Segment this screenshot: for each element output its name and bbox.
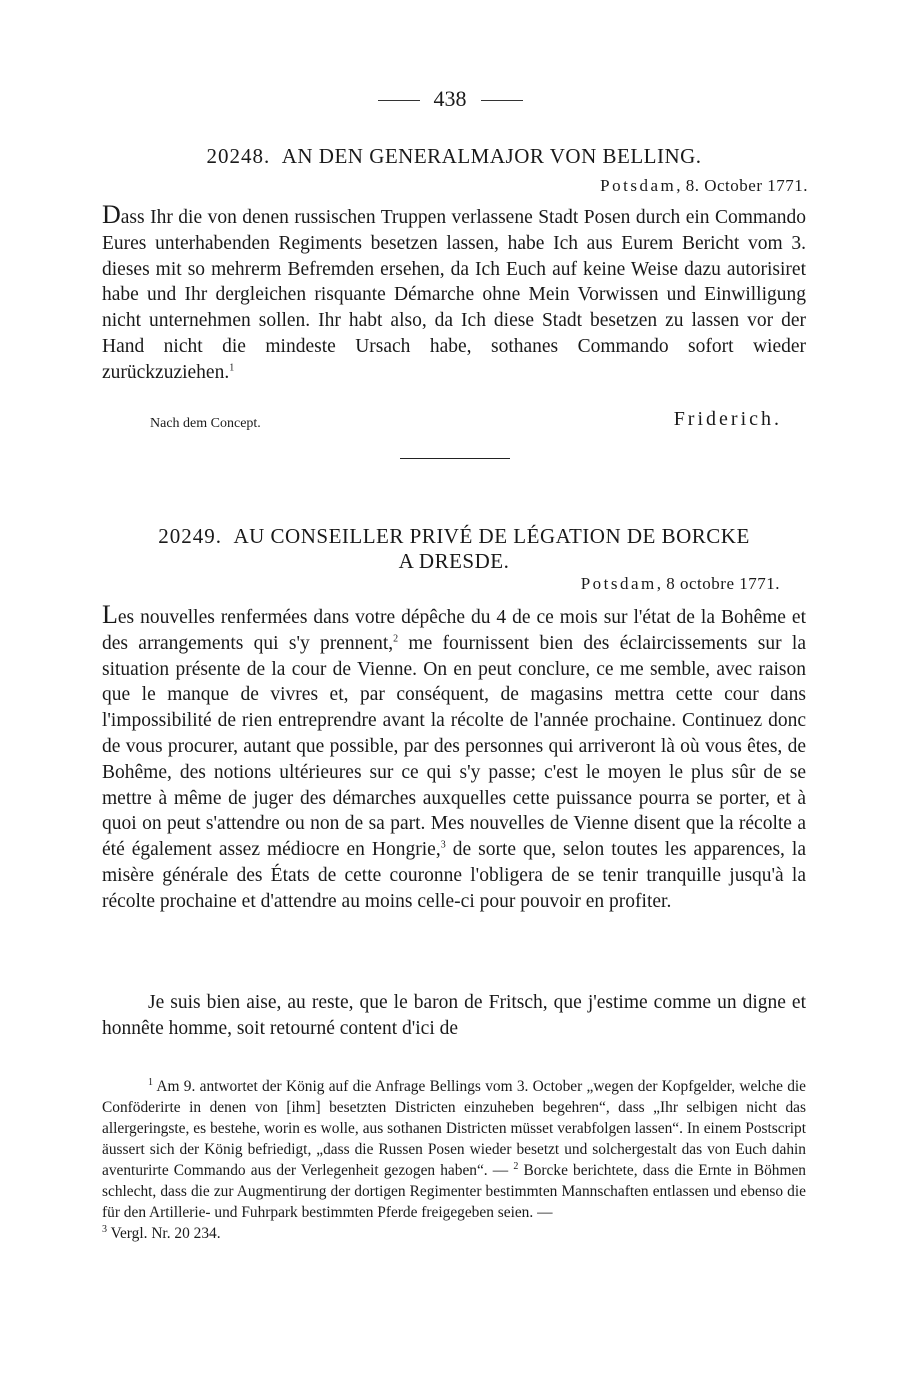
letter-2-title-line-1: AU CONSEILLER PRIVÉ DE LÉGATION DE BORCKE: [233, 524, 750, 548]
letter-1-initial: D: [102, 200, 121, 229]
page-number: 438: [433, 86, 467, 111]
letter-2-paragraph-1: [102, 602, 806, 915]
footnote-ref-1: 1: [229, 362, 235, 374]
footnote-2-text: Borcke berichtete, dass die Ernte in Böhmen schlecht, dass die zur Augmentirung der dortigen Regimenter bestimmten Mannschaften entlassen und ebenso die für den Artillerie- und Fuhrpark bestimmten Pferde freigegeben seien. —: [102, 1162, 807, 1221]
letter-2-title-line-2: A DRESDE.: [398, 549, 510, 573]
footnote-2-marker: 2: [513, 1160, 519, 1172]
letter-2-dateline: [581, 574, 780, 594]
section-divider: [400, 458, 510, 459]
page-number-header: [0, 86, 900, 112]
letter-1-text: ass Ihr die von denen russischen Truppen verlassene Stadt Posen durch ein Commando Eures unterhabenden Regiments besetzen lassen, habe Ich aus Eurem Bericht vom 3. dieses mit so mehrerm Befremden ersehen, da Ich Euch auf keine Weise dazu autorisiret habe und Ihr dergleichen risquante Démarche ohne Mein Vorwissen und Einwilligung nicht unternehmen sollen. Ihr habt also, da Ich diese Stadt besetzen zu lassen vor der Hand nicht die mindeste Ursach habe, sothanes Commando sofort wieder zurückzuziehen.: [102, 207, 806, 383]
letter-1-place: Potsdam: [600, 176, 677, 195]
letter-2-heading: [102, 524, 806, 574]
footnote-ref-2: 2: [393, 633, 399, 645]
letter-1-dateline: [600, 176, 808, 196]
signature: Friderich.: [673, 408, 782, 430]
header-dash-right: [481, 100, 523, 101]
footnote-block: [102, 1076, 806, 1223]
letter-2-p1-part-1: es nouvelles renfermées dans votre dépêche du 4 de ce mois sur l'état de la Bohême et des arrangements qui s'y prennent,: [102, 607, 806, 654]
footnote-3-text: Vergl. Nr. 20 234.: [107, 1225, 221, 1242]
footnote-3: [102, 1223, 806, 1244]
letter-2-p1-part-2: me fournissent bien des éclaircissements sur la situation présente de la cour de Vienne. On en peut conclure, ce me semble, avec raison que le manque de vivres et, par conséquent, de magasins mettra cette cour dans l'impossibilité de rien entreprendre avant la récolte de l'année prochaine. Continuez donc de vous procurer, autant que possible, par des personnes qui arriveront là où vous êtes, de Bohême, des notions ultérieures sur ce qui s'y passe; c'est le moyen le plus sûr de se mettre à même de juger des démarches auxquelles cette puissance pourra se porter, et à quoi on peut s'attendre ou non de sa part. Mes nouvelles de Vienne disent que la récolte a été également assez médiocre en Hongrie,: [102, 632, 806, 861]
letter-1-body: [102, 202, 806, 386]
footnote-ref-3: 3: [440, 839, 446, 851]
letter-2-paragraph-2: Je suis bien aise, au reste, que le baron de Fritsch, que j'estime comme un digne et honnête homme, soit retourné content d'ici de: [102, 992, 806, 1039]
letter-1-heading: [102, 144, 806, 169]
letter-1-number: 20248.: [206, 144, 271, 168]
footnote-1-text: Am 9. antwortet der König auf die Anfrage Bellings vom 3. October „wegen der Kopfgelder, welche die Conföderirte in denen von [ihm] besetzten Districten einzuheben begehren“, dass „Ihr selbigen nicht das allergeringste, es bestehe, worin es wolle, aus sothanen Districten müsset verabfolgen lassen“. In einem Postscript äussert sich der König befriedigt, „dass die Russen Posen wieder besetzt und solchergestalt das von Euch dahin aventurirte Commando aus der Verlegenheit gezogen haben“. —: [102, 1078, 806, 1179]
footnote-1-marker: 1: [148, 1076, 153, 1088]
letter-1-title: AN DEN GENERALMAJOR VON BELLING.: [281, 144, 702, 168]
footnote-3-marker: 3: [102, 1223, 107, 1235]
header-dash-left: [378, 100, 420, 101]
letter-2-p1-part-3: de sorte que, selon toutes les apparences, la misère générale des États de cette couronne l'obligera de se tenir tranquille jusqu'à la récolte prochaine et d'attendre au moins celle-ci pour pouvoir en profiter.: [102, 839, 806, 912]
letter-2-initial: L: [102, 600, 118, 629]
letter-2-date: , 8 octobre 1771.: [656, 574, 780, 593]
letter-1-date: , 8. October 1771.: [676, 176, 808, 195]
footnotes: [102, 1076, 806, 1244]
letter-2-place: Potsdam: [580, 574, 657, 593]
source-note: Nach dem Concept.: [150, 416, 261, 431]
letter-2-number: 20249.: [158, 524, 222, 548]
